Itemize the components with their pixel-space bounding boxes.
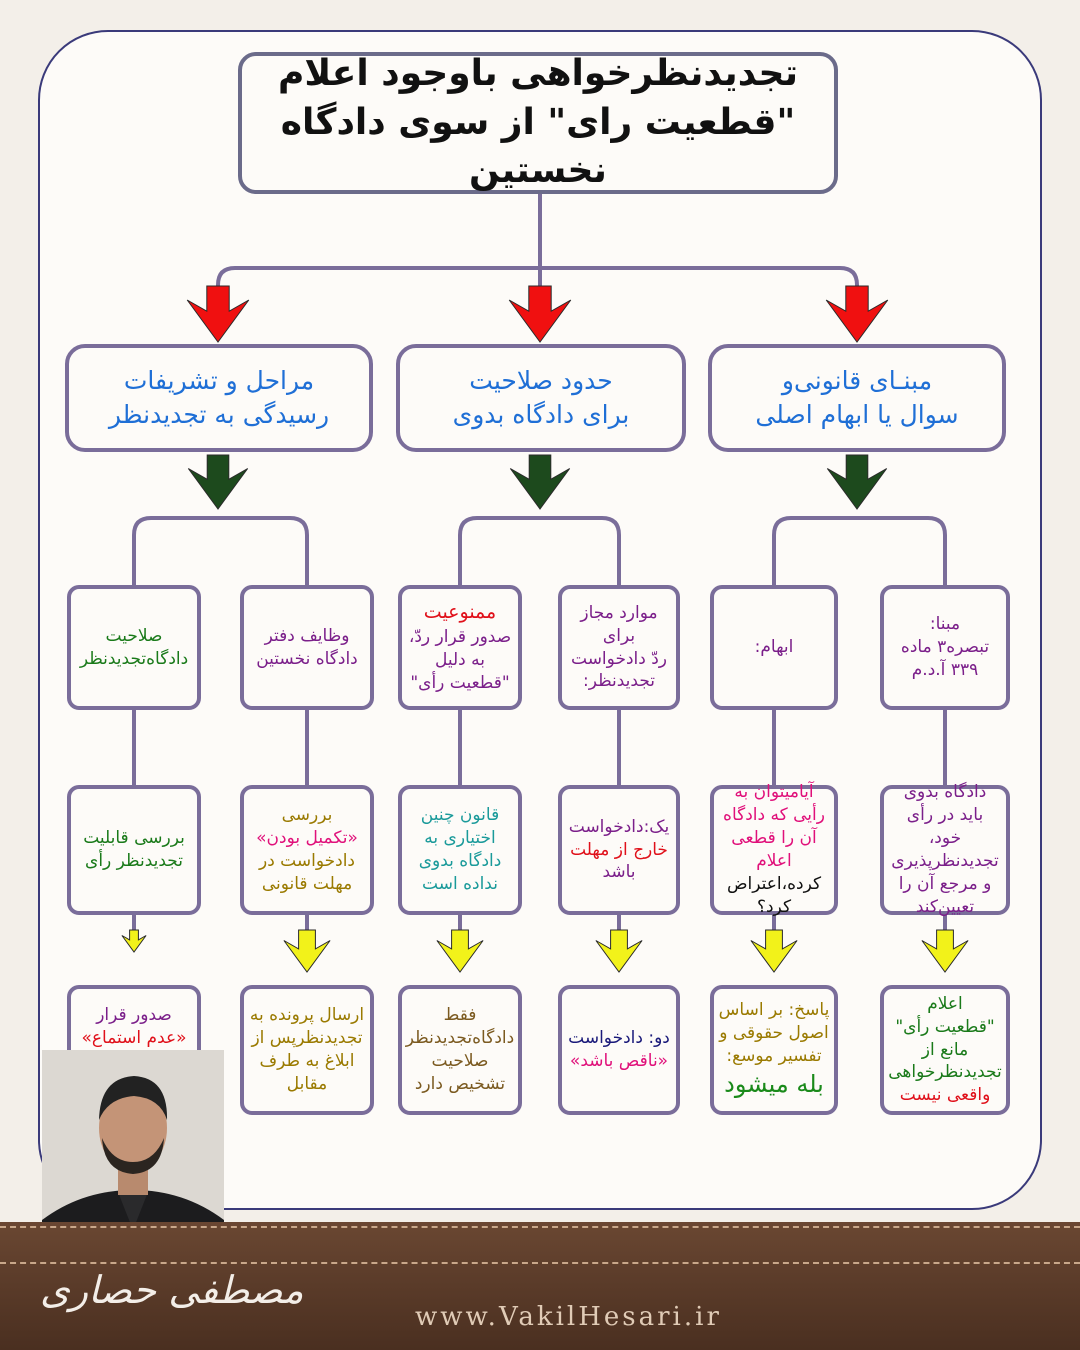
leaf-line: بررسی: [281, 805, 333, 826]
leaf-line: دادگاه‌تجدیدنظر: [79, 648, 189, 669]
yellow-arrow-icon: [596, 930, 642, 972]
l1-line-2: سوال یا ابهام اصلی: [755, 400, 959, 429]
leaf-line: ممنوعیت: [423, 601, 497, 624]
title-line-1: تجدیدنظرخواهی باوجود اعلام: [278, 53, 798, 95]
leaf-line: تعیین‌کند: [915, 896, 975, 917]
l1-line-2: برای دادگاه بدوی: [452, 400, 630, 429]
leaf-line: آن را قطعی اعلام: [731, 828, 817, 871]
leaf-line: صدور قرار ردّ،: [408, 626, 512, 647]
footer-stitch: [0, 1226, 1080, 1228]
leaf-line: موارد مجاز برای: [580, 602, 658, 646]
leaf-line: بله میشود: [724, 1070, 824, 1099]
leaf-line: و مرجع آن را: [898, 873, 992, 894]
leaf-line: دو: دادخواست: [568, 1028, 670, 1049]
leaf-line: "قطعیت رأی": [410, 672, 510, 693]
leaf-line: یک:دادخواست: [568, 816, 670, 837]
leaf-box-row2: [67, 785, 201, 915]
connector-line: [774, 518, 945, 585]
red-arrow-icon: [187, 286, 249, 342]
leaf-line: نداده است: [422, 873, 498, 894]
leaf-line: به دلیل: [435, 649, 486, 670]
yellow-arrow-icon: [122, 930, 146, 952]
leaf-box-row1: [67, 585, 201, 710]
l1-box-jurisdiction: [396, 344, 686, 452]
leaf-line: «تکمیل بودن»: [256, 828, 358, 849]
leaf-box-row3: [240, 985, 374, 1115]
leaf-line: ابهام:: [754, 637, 794, 658]
leaf-line: ابلاغ به طرف: [259, 1051, 355, 1071]
leaf-box-row2: [710, 782, 838, 917]
leaf-line: تجدیدنظرپذیری: [891, 851, 999, 871]
leaf-box-row1: [880, 585, 1010, 710]
leaf-line: بررسی قابلیت: [83, 828, 185, 849]
leaf-line: کرد؟: [756, 896, 792, 917]
red-arrow-icon: [509, 286, 571, 342]
title-line-2: "قطعیت رای" از سوی دادگاه نخستین: [280, 101, 796, 192]
leaf-box-row2: [398, 785, 522, 915]
title-box: [238, 52, 838, 194]
l1-line-1: مراحل و تشریفات: [123, 366, 315, 396]
leaf-line: «ناقص باشد»: [569, 1051, 669, 1071]
leaf-line: وظایف دفتر: [264, 625, 350, 646]
leaf-box-row1: [398, 585, 522, 710]
yellow-arrow-icon: [284, 930, 330, 972]
yellow-arrow-icon: [922, 930, 968, 972]
l1-line-1: مبنـای قانونی‌و: [781, 366, 933, 396]
signature: مصطفی حصاری: [40, 1268, 304, 1312]
leaf-line: واقعی نیست: [899, 1085, 991, 1106]
leaf-box-row1: [240, 585, 374, 710]
leaf-box-row1: [558, 585, 680, 710]
leaf-line: تجدیدنظر:: [582, 671, 656, 692]
l1-box-procedure: [65, 344, 373, 452]
leaf-line: ارسال پرونده به: [249, 1005, 365, 1026]
leaf-line: "قطعیت رأی": [895, 1016, 995, 1037]
leaf-line: پاسخ: بر اساس: [718, 1000, 830, 1021]
leaf-line: صدور قرار: [96, 1005, 172, 1026]
leaf-line: مانع از: [921, 1039, 969, 1060]
leaf-line: تجدیدنظرخواهی: [888, 1062, 1002, 1083]
leaf-line: خارج از مهلت: [570, 839, 668, 860]
yellow-arrow-icon: [437, 930, 483, 972]
leaf-box-row3: [558, 985, 680, 1115]
red-arrow-icon: [826, 286, 888, 342]
leaf-line: تبصره۳ ماده: [900, 637, 990, 658]
leaf-line: دادخواست در: [259, 851, 355, 871]
yellow-arrow-icon: [751, 930, 797, 972]
leaf-box-row3: [398, 985, 522, 1115]
leaf-line: دادگاه بدوی: [903, 782, 987, 803]
leaf-line: باشد: [602, 862, 636, 883]
l1-line-2: رسیدگی به تجدیدنظر: [108, 400, 330, 429]
leaf-line: تجدیدنظرپس از: [251, 1028, 363, 1049]
leaf-box-row2: [240, 785, 374, 915]
l1-box-legal-basis: [708, 344, 1006, 452]
leaf-line: «عدم استماع»: [81, 1028, 187, 1049]
leaf-line: دادگاه نخستین: [256, 648, 358, 669]
leaf-box-row1: [710, 585, 838, 710]
leaf-box-row2: [558, 785, 680, 915]
leaf-line: آیامیتوان به: [734, 782, 814, 803]
leaf-line: فقط: [443, 1005, 477, 1026]
leaf-line: رأیی که دادگاه: [723, 805, 825, 826]
leaf-line: تفسیر موسع:: [726, 1046, 822, 1067]
website-link[interactable]: www.VakilHesari.ir: [415, 1302, 722, 1332]
connector-line: [134, 518, 307, 585]
leaf-line: باید در رأی خود،: [906, 805, 984, 849]
leaf-line: کرده،اعتراض: [726, 873, 822, 894]
leaf-line: ردّ دادخواست: [571, 648, 667, 669]
leaf-line: دادگاه‌تجدیدنظر: [405, 1028, 515, 1049]
leaf-line: اختیاری به: [424, 828, 496, 849]
leaf-line: مهلت قانونی: [261, 873, 353, 894]
leaf-line: صلاحیت: [431, 1051, 489, 1071]
leaf-box-row3: [880, 985, 1010, 1115]
leaf-line: مبنا:: [929, 614, 961, 635]
leaf-box-row3: [710, 985, 838, 1115]
l1-line-1: حدود صلاحیت: [469, 366, 613, 396]
connector-line: [460, 518, 619, 585]
leaf-line: مقابل: [286, 1073, 328, 1094]
leaf-line: اصول حقوقی و: [719, 1023, 829, 1044]
leaf-line: دادگاه بدوی: [418, 851, 502, 871]
leaf-line: صلاحیت: [105, 625, 163, 646]
green-arrow-icon: [188, 455, 247, 509]
leaf-line: تجدیدنظر رأی: [85, 851, 183, 871]
leaf-line: ۳۳۹ آ.د.م: [911, 659, 979, 680]
green-arrow-icon: [510, 455, 569, 509]
footer-stitch: [0, 1262, 1080, 1264]
green-arrow-icon: [827, 455, 886, 509]
leaf-line: تشخیص دارد: [414, 1073, 506, 1094]
leaf-line: قانون چنین: [420, 805, 500, 826]
leaf-line: اعلام: [927, 993, 963, 1014]
leaf-box-row2: [880, 782, 1010, 917]
